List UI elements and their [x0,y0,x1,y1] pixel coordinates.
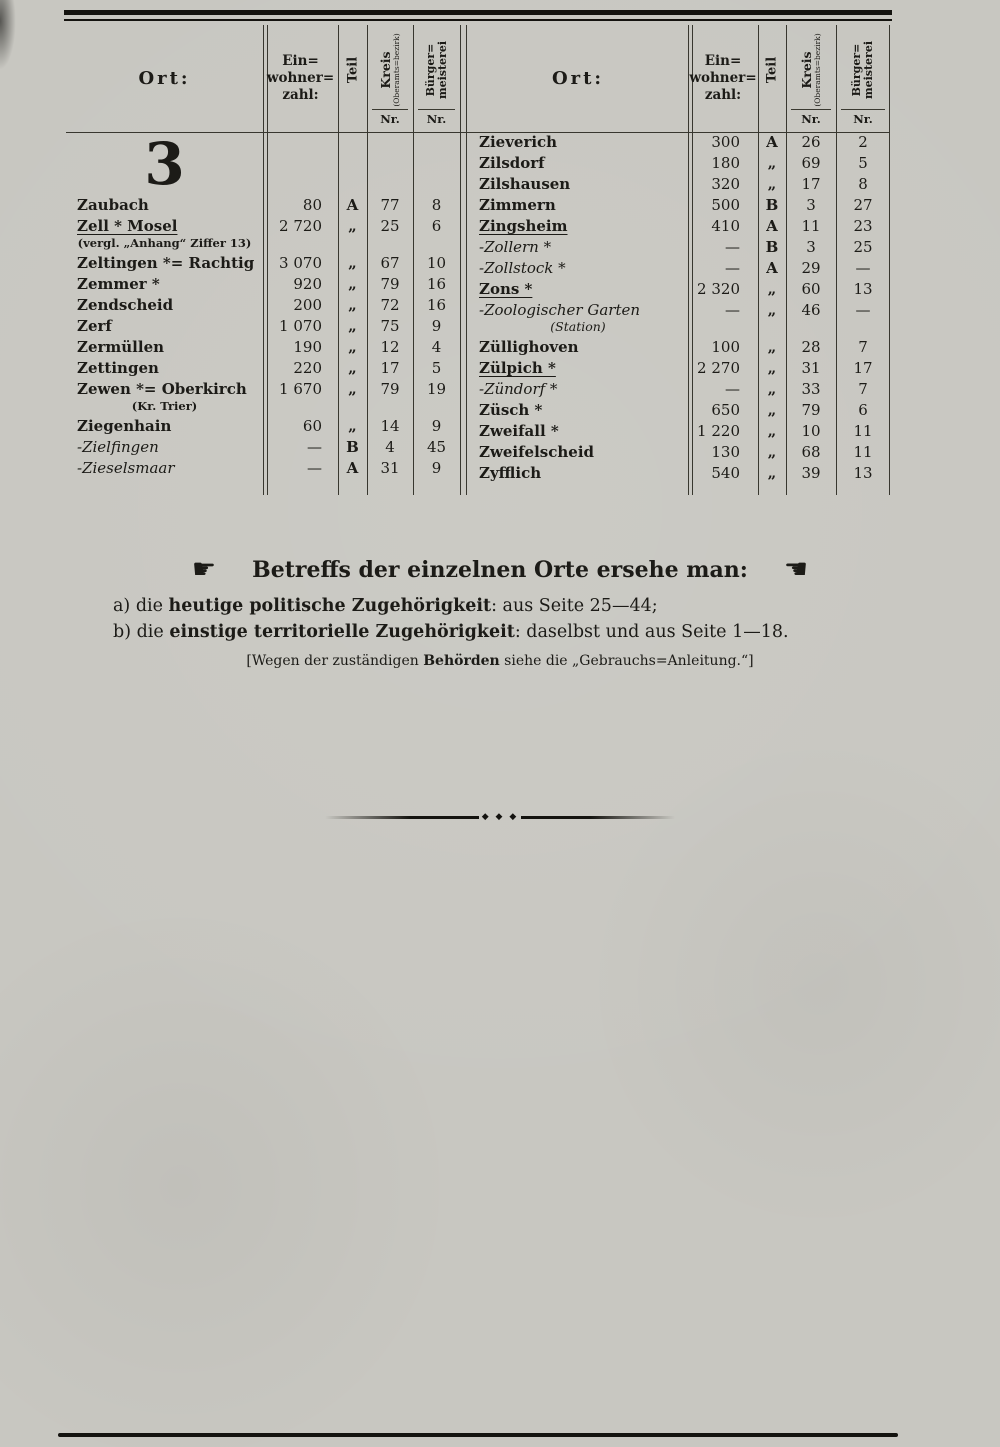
buergermeisterei-number: 13 [853,280,873,298]
buergermeisterei-number: 7 [858,338,868,356]
buergermeisterei-number: 9 [431,459,442,477]
teil-value: „ [767,401,777,419]
population-value: 1 670 [279,380,322,398]
table-header-right [468,25,890,132]
table-row [66,253,460,274]
header-buergermeisterei-rotated [424,41,448,99]
teil-value: B [765,238,779,256]
kreis-number: 60 [801,280,821,298]
kreis-number: 17 [380,359,400,377]
buergermeisterei-number: 7 [858,380,868,398]
table-row [468,442,890,463]
header-buergermeisterei [836,25,890,132]
bottom-border-rule [58,1433,898,1437]
kreis-number: 46 [801,301,821,319]
kreis-number: 12 [380,338,400,356]
header-buergermeisterei-label: meisterei [435,40,449,99]
teil-value: „ [348,217,357,235]
note-a-suffix: : aus Seite 25—44; [491,596,658,616]
top-border-thick-rule [64,10,892,15]
teil-value: A [766,133,778,151]
divider-line-left [325,816,479,819]
header-buergermeisterei-nr: Nr. [418,109,455,132]
bracket-note-bold: Behörden [423,653,500,669]
header-buergermeisterei-nr: Nr. [841,109,885,132]
divider-line-right [521,816,675,819]
buergermeisterei-number: 16 [426,275,447,293]
buergermeisterei-number: 11 [853,443,873,461]
kreis-number: 68 [801,443,821,461]
notes-heading-text: Betreffs der einzelnen Orte ersehe man: [252,556,748,583]
table-row [66,316,460,337]
place-name: Zieverich [479,133,558,151]
population-value: 500 [711,196,740,214]
table-row [468,258,890,279]
kreis-number: 3 [806,238,816,256]
header-ort-label: Ort: [551,68,605,89]
teil-value: „ [767,380,777,398]
buergermeisterei-number: 9 [431,317,442,335]
population-value: 920 [293,275,322,293]
population-value: 80 [302,196,322,214]
buergermeisterei-number: 27 [853,196,873,214]
place-name: Zweifall * [479,422,559,440]
place-subnote: (Station) [550,319,606,334]
kreis-number: 31 [801,359,821,377]
buergermeisterei-number: — [855,301,871,319]
header-einwohner-line: zahl: [704,87,742,103]
bracket-note-prefix: [Wegen der zuständigen [246,653,424,669]
table-row [66,274,460,295]
population-value: 410 [711,217,740,235]
table-row [468,132,890,153]
place-name: -Zündorf * [479,380,558,398]
header-einwohner-line: Ein= [704,53,742,69]
table-row [66,337,460,358]
population-value: — [725,259,740,277]
teil-value: „ [348,275,357,293]
buergermeisterei-number: 6 [858,401,868,419]
header-buergermeisterei-label: Bürger= [423,43,437,97]
table-row [468,195,890,216]
kreis-number: 79 [380,275,400,293]
place-name: Zingsheim [479,217,568,235]
teil-value: „ [767,422,777,440]
header-kreis-rotated [379,33,401,106]
population-value: 60 [302,417,322,435]
teil-value: „ [767,280,777,298]
population-value: 1 070 [279,317,322,335]
teil-value: „ [348,417,357,435]
header-einwohner-line: wohner= [266,70,335,86]
header-einwohner-line: Ein= [282,53,319,69]
header-kreis [367,25,413,132]
note-line-b [0,622,1000,642]
buergermeisterei-number: 6 [431,217,442,235]
kreis-number: 79 [380,380,400,398]
teil-value: „ [767,175,777,193]
teil-value: A [766,259,778,277]
population-value: — [725,301,740,319]
kreis-number: 28 [801,338,821,356]
header-buergermeisterei-label: meisterei [862,40,875,99]
table-header-left [66,25,460,132]
table-row [66,379,460,400]
header-einwohnerzahl [688,25,758,132]
place-name: Zyfflich [479,464,542,482]
kreis-number: 67 [380,254,400,272]
table-row [468,300,890,321]
population-value: 300 [711,133,740,151]
population-value: 540 [711,464,740,482]
header-teil-label: Teil [764,56,780,84]
buergermeisterei-number: 5 [858,154,868,172]
place-subnote: (vergl. „Anhang“ Ziffer 13) [77,236,252,250]
kreis-number: 39 [801,464,821,482]
header-teil-label: Teil [345,56,360,84]
bracket-note-suffix: siehe die „Gebrauchs=Anleitung.“] [499,653,754,669]
table-row [66,195,460,216]
notes-heading-row [0,556,1000,583]
table-body-right [468,132,890,484]
place-name: Zons * [479,280,533,298]
table-row [66,437,460,458]
table-row [66,416,460,437]
population-value: — [307,438,322,456]
table-row [468,174,890,195]
population-value: 1 220 [697,422,740,440]
header-ort [66,25,263,132]
place-subnote: (Kr. Trier) [131,399,198,413]
population-value: — [307,459,322,477]
buergermeisterei-number: 2 [858,133,868,151]
pointing-hand-right-icon: ☛ [191,554,217,585]
footnotes-block [0,556,1000,669]
kreis-number: 3 [806,196,816,214]
buergermeisterei-number: 17 [853,359,873,377]
population-value: 650 [711,401,740,419]
header-kreis-nr: Nr. [372,109,408,132]
header-ort-label: Ort: [138,68,191,89]
table-row [468,379,890,400]
teil-value: „ [767,443,777,461]
kreis-number: 33 [801,380,821,398]
place-name: Züsch * [479,401,543,419]
population-value: 2 720 [279,217,322,235]
table-row [66,295,460,316]
kreis-number: 26 [801,133,821,151]
table-row [66,458,460,479]
place-name: Ziegenhain [77,417,172,435]
scan-corner-smudge [0,0,16,70]
buergermeisterei-number: 10 [426,254,447,272]
kreis-number: 11 [801,217,821,235]
buergermeisterei-number: 9 [431,417,442,435]
note-a-bold: heutige politische Zugehörigkeit [168,596,492,616]
table-row [468,358,890,379]
kreis-number: 77 [380,196,400,214]
place-name: Zaubach [77,196,149,214]
header-kreis-rotated [800,33,822,106]
place-name: Zermüllen [77,338,165,356]
divider-dots: ◆ ◆ ◆ [481,812,519,822]
table-row [468,400,890,421]
place-name: Zerf [77,317,112,335]
table-row [468,216,890,237]
header-buergermeisterei-rotated [851,41,875,99]
population-value: 3 070 [279,254,322,272]
teil-value: „ [348,380,357,398]
population-value: 2 320 [697,280,740,298]
header-einwohner-line: zahl: [282,87,319,103]
population-value: 220 [293,359,322,377]
table-right-half [468,25,890,484]
teil-value: A [346,196,359,214]
place-name: -Zoologischer Garten [479,301,641,319]
header-kreis-sublabel: (Oberamts=bezirk) [812,33,822,107]
kreis-number: 10 [801,422,821,440]
header-buergermeisterei-label: Bürger= [849,43,863,97]
population-value: 190 [293,338,322,356]
teil-value: „ [348,254,357,272]
kreis-number: 14 [380,417,400,435]
buergermeisterei-number: 8 [431,196,442,214]
table-row [468,279,890,300]
teil-value: „ [348,296,357,314]
teil-value: „ [767,338,777,356]
header-buergermeisterei [413,25,460,132]
section-letter-z: 3 [144,130,185,198]
header-kreis-label: Kreis [799,51,814,89]
buergermeisterei-number: 45 [426,438,447,456]
header-kreis [786,25,836,132]
kreis-number: 79 [801,401,821,419]
header-einwohnerzahl [263,25,338,132]
header-kreis-nr: Nr. [791,109,831,132]
kreis-number: 31 [380,459,400,477]
table-row [468,421,890,442]
place-name: -Zieselsmaar [77,459,175,477]
table-row [468,237,890,258]
pointing-hand-left-icon: ☚ [783,554,809,585]
teil-value: B [346,438,359,456]
table-row [468,337,890,358]
header-einwohner-line: wohner= [689,70,757,86]
buergermeisterei-number: 16 [426,296,447,314]
kreis-number: 75 [380,317,400,335]
teil-value: A [766,217,778,235]
table-row [468,463,890,484]
kreis-number: 17 [801,175,821,193]
place-name: Zemmer * [77,275,160,293]
place-name: -Zielfingen [77,438,159,456]
population-value: 130 [711,443,740,461]
population-value: 200 [293,296,322,314]
teil-value: „ [767,464,777,482]
place-name: Zeltingen *= Rachtig [77,254,255,272]
header-teil [758,25,786,132]
teil-value: „ [348,338,357,356]
teil-value: „ [767,301,777,319]
buergermeisterei-number: 8 [858,175,868,193]
buergermeisterei-number: 19 [426,380,447,398]
header-ort [468,25,688,132]
table-rule-vertical [460,25,461,495]
buergermeisterei-number: — [855,259,871,277]
teil-value: „ [348,359,357,377]
note-b-suffix: : daselbst und aus Seite 1—18. [514,622,789,642]
place-name: Züllighoven [479,338,579,356]
kreis-number: 4 [385,438,395,456]
place-name: Zülpich * [479,359,556,377]
teil-value: B [765,196,779,214]
teil-value: „ [348,317,357,335]
kreis-number: 72 [380,296,400,314]
place-name: Zimmern [479,196,556,214]
place-name: Zendscheid [77,296,174,314]
teil-value: „ [767,359,777,377]
buergermeisterei-number: 5 [431,359,442,377]
top-border-thin-rule [64,19,892,21]
teil-value: „ [767,154,777,172]
kreis-number: 69 [801,154,821,172]
buergermeisterei-number: 4 [431,338,442,356]
note-b-bold: einstige territorielle Zugehörigkeit [169,622,515,642]
buergermeisterei-number: 25 [853,238,873,256]
teil-value: A [346,459,359,477]
kreis-number: 29 [801,259,821,277]
bracket-note [0,653,1000,669]
note-a-prefix: a) die [113,596,169,616]
place-name: Zettingen [77,359,159,377]
place-name: -Zollstock * [479,259,566,277]
place-name: Zell * Mosel [77,217,178,235]
population-value: — [725,238,740,256]
table-row [66,358,460,379]
header-kreis-label: Kreis [378,51,393,89]
table-row [468,153,890,174]
place-name: Zilshausen [479,175,571,193]
place-name: Zewen *= Oberkirch [77,380,247,398]
kreis-number: 25 [380,217,400,235]
note-line-a [0,596,1000,616]
population-value: 100 [711,338,740,356]
population-value: — [725,380,740,398]
table-body-left [66,132,460,479]
gazetteer-table [66,25,890,495]
population-value: 320 [711,175,740,193]
buergermeisterei-number: 23 [853,217,873,235]
table-left-half [66,25,460,479]
header-kreis-sublabel: (Oberamts=bezirk) [391,33,401,107]
header-teil [338,25,367,132]
note-b-prefix: b) die [113,622,170,642]
divider-ornament [325,813,675,822]
place-name: -Zollern * [479,238,552,256]
place-name: Zweifelscheid [479,443,595,461]
buergermeisterei-number: 13 [853,464,873,482]
buergermeisterei-number: 11 [853,422,873,440]
population-value: 180 [711,154,740,172]
place-name: Zilsdorf [479,154,545,172]
population-value: 2 270 [697,359,740,377]
table-row [66,216,460,237]
